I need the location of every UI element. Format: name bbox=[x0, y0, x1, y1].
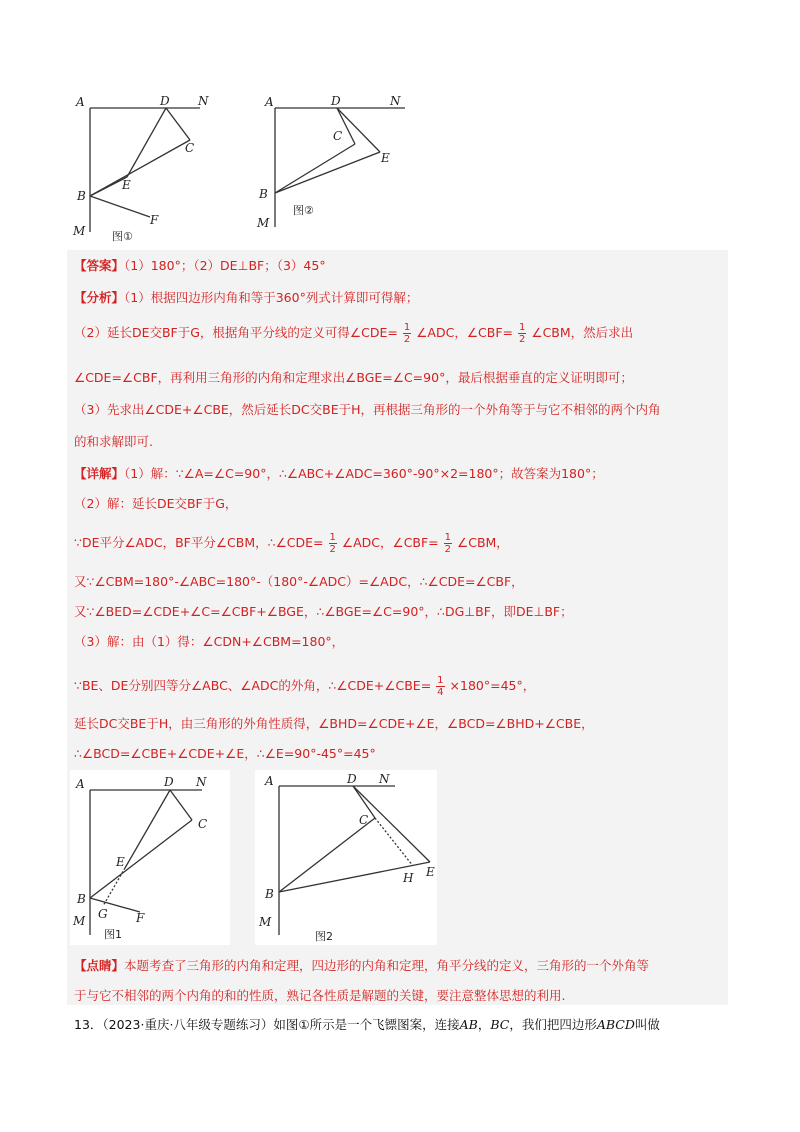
detail-text-3c: ∠CBM， bbox=[457, 535, 509, 550]
comment-tag: 【点睛】 bbox=[74, 958, 125, 973]
figure-2 bbox=[255, 92, 415, 242]
question-13-suffix: 叫做 bbox=[634, 1017, 660, 1032]
question-13-bc: BC bbox=[490, 1017, 510, 1032]
analysis-line-1 bbox=[74, 290, 418, 306]
detail-text-3b: ∠ADC，∠CBF= bbox=[341, 535, 439, 550]
question-13-abcd: ABCD bbox=[596, 1017, 635, 1032]
segment-DE bbox=[127, 108, 166, 177]
label-E: E bbox=[122, 178, 131, 192]
label-F: F bbox=[136, 911, 145, 925]
comment-text-1: 本题考查了三角形的内角和定理，四边形的内角和定理，角平分线的定义，三角形的一个外角等 bbox=[124, 958, 650, 973]
fraction-denominator: 2 bbox=[519, 334, 526, 345]
figure-4 bbox=[255, 770, 437, 945]
label-D: D bbox=[347, 772, 357, 786]
answer-text: （1）180°；（2）DE⊥BF；（3）45° bbox=[124, 258, 326, 273]
detail-line-5: 又∵∠BED=∠CDE+∠C=∠CBF+∠BGE，∴∠BGE=∠C=90°，∴DG⊥BF，即DE⊥BF； bbox=[74, 604, 573, 619]
figure-1-svg bbox=[70, 92, 220, 242]
caption: 图2 bbox=[315, 930, 333, 943]
question-13 bbox=[74, 1017, 660, 1033]
fraction-numerator: 1 bbox=[519, 322, 526, 333]
detail-text-3a: ∵DE平分∠ADC，BF平分∠CBM，∴∠CDE= bbox=[74, 535, 324, 550]
analysis-text-2a: （2）延长DE交BF于G，根据角平分线的定义可得∠CDE= bbox=[74, 325, 398, 340]
analysis-line-5: 的和求解即可. bbox=[74, 434, 153, 449]
caption: 图② bbox=[293, 204, 314, 217]
detail-line-9: ∴∠BCD=∠CBE+∠CDE+∠E，∴∠E=90°-45°=45° bbox=[74, 746, 376, 761]
caption: 图① bbox=[112, 230, 133, 242]
label-M: M bbox=[259, 915, 272, 929]
detail-text-1: （1）解：∵∠A=∠C=90°，∴∠ABC+∠ADC=360°-90°×2=180°；故答案为180°； bbox=[124, 466, 604, 481]
segment-EB bbox=[275, 152, 380, 193]
detail-line-3 bbox=[74, 532, 509, 555]
analysis-line-2 bbox=[74, 322, 633, 345]
label-N: N bbox=[196, 775, 207, 789]
label-N: N bbox=[198, 94, 209, 108]
segment-CB bbox=[275, 144, 355, 193]
detail-tag: 【详解】 bbox=[74, 466, 125, 481]
label-C: C bbox=[185, 141, 195, 155]
figure-2-svg bbox=[255, 92, 415, 242]
question-13-sep: ， bbox=[477, 1017, 491, 1032]
question-13-ab: AB bbox=[459, 1017, 478, 1032]
segment-DE bbox=[337, 108, 380, 152]
figure-1 bbox=[70, 92, 220, 242]
fraction-half bbox=[444, 532, 452, 555]
analysis-text-2c: ∠CBM，然后求出 bbox=[531, 325, 634, 340]
fraction-numerator: 1 bbox=[403, 322, 411, 333]
detail-text-7b: ×180°=45°， bbox=[449, 678, 536, 693]
fraction-numerator: 1 bbox=[329, 532, 336, 543]
label-F: F bbox=[150, 213, 159, 227]
fraction-half bbox=[403, 322, 411, 345]
fraction-numerator: 1 bbox=[437, 675, 444, 686]
label-E: E bbox=[381, 151, 390, 165]
fraction-half bbox=[518, 322, 526, 345]
answer-tag: 【答案】 bbox=[74, 258, 125, 273]
label-B: B bbox=[77, 189, 86, 203]
label-M: M bbox=[73, 224, 86, 238]
label-B: B bbox=[265, 887, 274, 901]
label-A: A bbox=[76, 777, 85, 791]
fraction-denominator: 2 bbox=[403, 334, 411, 345]
label-M: M bbox=[257, 216, 270, 230]
label-C: C bbox=[333, 129, 343, 143]
detail-line-7 bbox=[74, 675, 535, 698]
label-E: E bbox=[426, 865, 435, 879]
label-E: E bbox=[116, 855, 125, 869]
question-13-mid: ，我们把四边形 bbox=[509, 1017, 597, 1032]
caption: 图1 bbox=[104, 928, 122, 941]
label-B: B bbox=[259, 187, 268, 201]
segment-DC bbox=[166, 108, 190, 140]
fraction-denominator: 4 bbox=[437, 687, 444, 698]
figure-3 bbox=[70, 770, 230, 945]
figure-4-svg bbox=[255, 770, 437, 945]
detail-line-1 bbox=[74, 466, 604, 482]
fraction-denominator: 2 bbox=[329, 544, 336, 555]
detail-line-6: （3）解：由（1）得：∠CDN+∠CBM=180°， bbox=[74, 634, 345, 649]
question-13-prefix: 13．（2023·重庆·八年级专题练习）如图①所示是一个飞镖图案，连接 bbox=[74, 1017, 460, 1032]
fraction-quarter bbox=[436, 675, 444, 698]
label-C: C bbox=[359, 813, 369, 827]
label-A: A bbox=[265, 95, 274, 109]
label-D: D bbox=[164, 775, 174, 789]
answer-line bbox=[74, 258, 326, 274]
segment-BF bbox=[90, 196, 150, 217]
analysis-text-2b: ∠ADC，∠CBF= bbox=[416, 325, 514, 340]
label-M: M bbox=[73, 914, 86, 928]
label-C: C bbox=[198, 817, 208, 831]
analysis-line-4: （3）先求出∠CDE+∠CBE，然后延长DC交BE于H，再根据三角形的一个外角等于与它不相邻的两个内角 bbox=[74, 402, 661, 417]
comment-line-1 bbox=[74, 958, 649, 974]
label-A: A bbox=[76, 95, 85, 109]
label-H: H bbox=[403, 871, 414, 885]
analysis-line-3: ∠CDE=∠CBF，再利用三角形的内角和定理求出∠BGE=∠C=90°，最后根据垂直的定义证明即可； bbox=[74, 370, 633, 385]
detail-text-7a: ∵BE、DE分别四等分∠ABC、∠ADC的外角，∴∠CDE+∠CBE= bbox=[74, 678, 432, 693]
label-D: D bbox=[331, 94, 341, 108]
comment-line-2: 于与它不相邻的两个内角的和的性质，熟记各性质是解题的关键，要注意整体思想的利用. bbox=[74, 988, 566, 1003]
label-D: D bbox=[160, 94, 170, 108]
fraction-numerator: 1 bbox=[444, 532, 452, 543]
fraction-half bbox=[329, 532, 337, 555]
label-A: A bbox=[265, 774, 274, 788]
detail-line-4: 又∵∠CBM=180°-∠ABC=180°-（180°-∠ADC）=∠ADC，∴∠CDE=∠CBF， bbox=[74, 574, 524, 589]
label-N: N bbox=[390, 94, 401, 108]
detail-line-8: 延长DC交BE于H，由三角形的外角性质得，∠BHD=∠CDE+∠E，∠BCD=∠BHD+∠CBE， bbox=[74, 716, 594, 731]
figure-3-svg bbox=[70, 770, 230, 945]
label-N: N bbox=[379, 772, 390, 786]
label-G: G bbox=[98, 907, 108, 921]
detail-line-2: （2）解：延长DE交BF于G， bbox=[74, 496, 238, 511]
fraction-denominator: 2 bbox=[444, 544, 452, 555]
analysis-tag: 【分析】 bbox=[74, 290, 125, 305]
analysis-text-1: （1）根据四边形内角和等于360°列式计算即可得解； bbox=[124, 290, 419, 305]
label-B: B bbox=[77, 892, 86, 906]
